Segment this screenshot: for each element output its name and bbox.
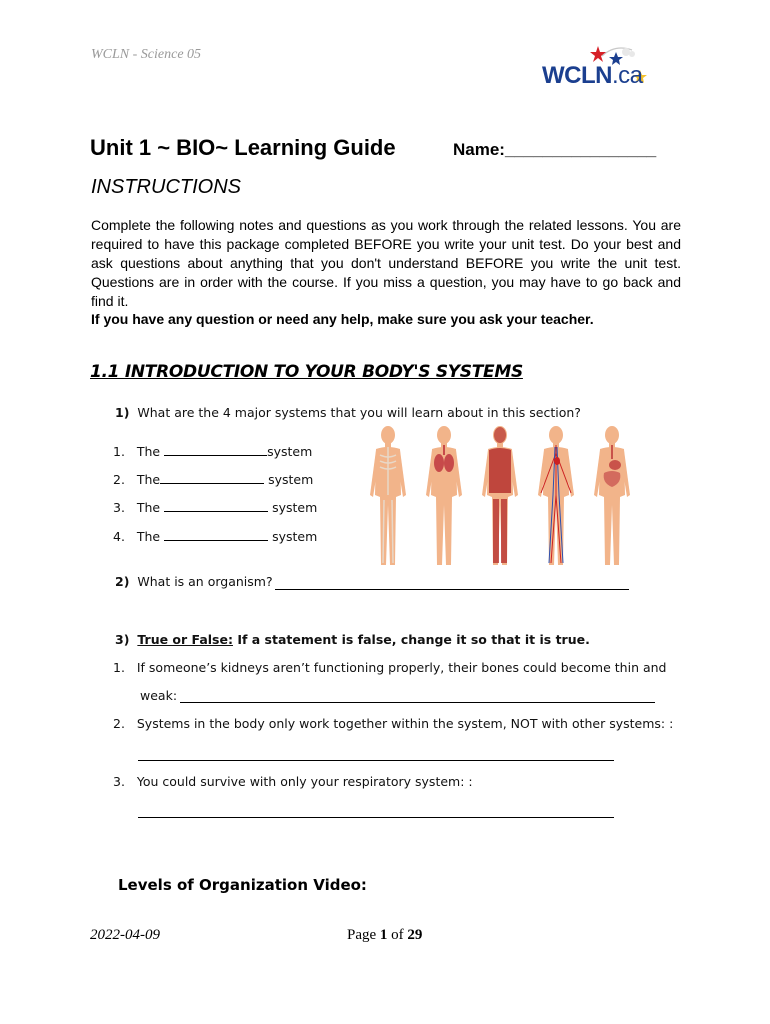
muscular-figure-icon <box>482 426 518 565</box>
question-3 <box>115 632 590 647</box>
header-course: WCLN - Science 05 <box>91 47 202 62</box>
question-2-text: What is an organism? <box>137 574 273 589</box>
body-systems-illustration <box>360 420 640 570</box>
circulatory-figure-icon <box>538 426 574 565</box>
answer-line[interactable] <box>138 760 614 761</box>
question-2 <box>115 574 273 589</box>
video-heading: Levels of Organization Video: <box>118 876 367 894</box>
answer-line[interactable] <box>275 589 629 590</box>
list-item: 3. The system <box>113 500 318 515</box>
digestive-figure-icon <box>594 426 630 565</box>
page-number: Page 1 of 29 <box>347 927 423 943</box>
answer-blank[interactable] <box>164 443 267 456</box>
list-item: 2. The system <box>113 472 314 487</box>
help-note: If you have any question or need any help, make sure you ask your teacher. <box>91 311 594 327</box>
list-item: 4. The system <box>113 529 318 544</box>
question-3-label: True or False: <box>137 632 233 647</box>
answer-blank[interactable] <box>164 499 268 512</box>
footer-date: 2022-04-09 <box>90 927 160 943</box>
wcln-logo <box>540 42 652 94</box>
list-item: 1. The system <box>113 444 313 459</box>
answer-blank[interactable] <box>164 528 268 541</box>
question-2-number: 2) <box>115 574 130 589</box>
page-title: Unit 1 ~ BIO~ Learning Guide <box>90 135 396 160</box>
instructions-heading: INSTRUCTIONS <box>91 176 241 198</box>
respiratory-figure-icon <box>426 426 462 565</box>
list-item: 3. You could survive with only your respiratory system: : <box>113 774 473 789</box>
answer-blank[interactable] <box>160 471 264 484</box>
question-1 <box>115 405 581 420</box>
question-1-number: 1) <box>115 405 130 420</box>
list-item: 2. Systems in the body only work together within the system, NOT with other systems: : <box>113 716 674 731</box>
question-1-text: What are the 4 major systems that you will learn about in this section? <box>137 405 581 420</box>
answer-line[interactable] <box>138 817 614 818</box>
logo-suffix: .ca <box>611 62 643 89</box>
question-3-instruction: If a statement is false, change it so that it is true. <box>232 632 590 647</box>
list-item-continuation: weak: <box>140 688 178 703</box>
skeletal-figure-icon <box>370 426 406 565</box>
instructions-body: Complete the following notes and questions as you work through the related lessons. You are required to have this package completed BEFORE you write your unit test. Do your best and ask questions about anything that you don't understand BEFORE you write the unit test. Questions are in order with the course. If you miss a question, you may have to go back and find it. <box>91 217 681 309</box>
question-3-number: 3) <box>115 632 130 647</box>
list-item: 1. If someone’s kidneys aren’t functioning properly, their bones could become thin and <box>113 660 667 675</box>
name-field-label: Name:________________ <box>453 140 657 159</box>
logo-wordmark: WCLN <box>542 62 612 89</box>
section-title: 1.1 INTRODUCTION TO YOUR BODY'S SYSTEMS <box>90 362 523 382</box>
answer-line[interactable] <box>180 702 655 703</box>
